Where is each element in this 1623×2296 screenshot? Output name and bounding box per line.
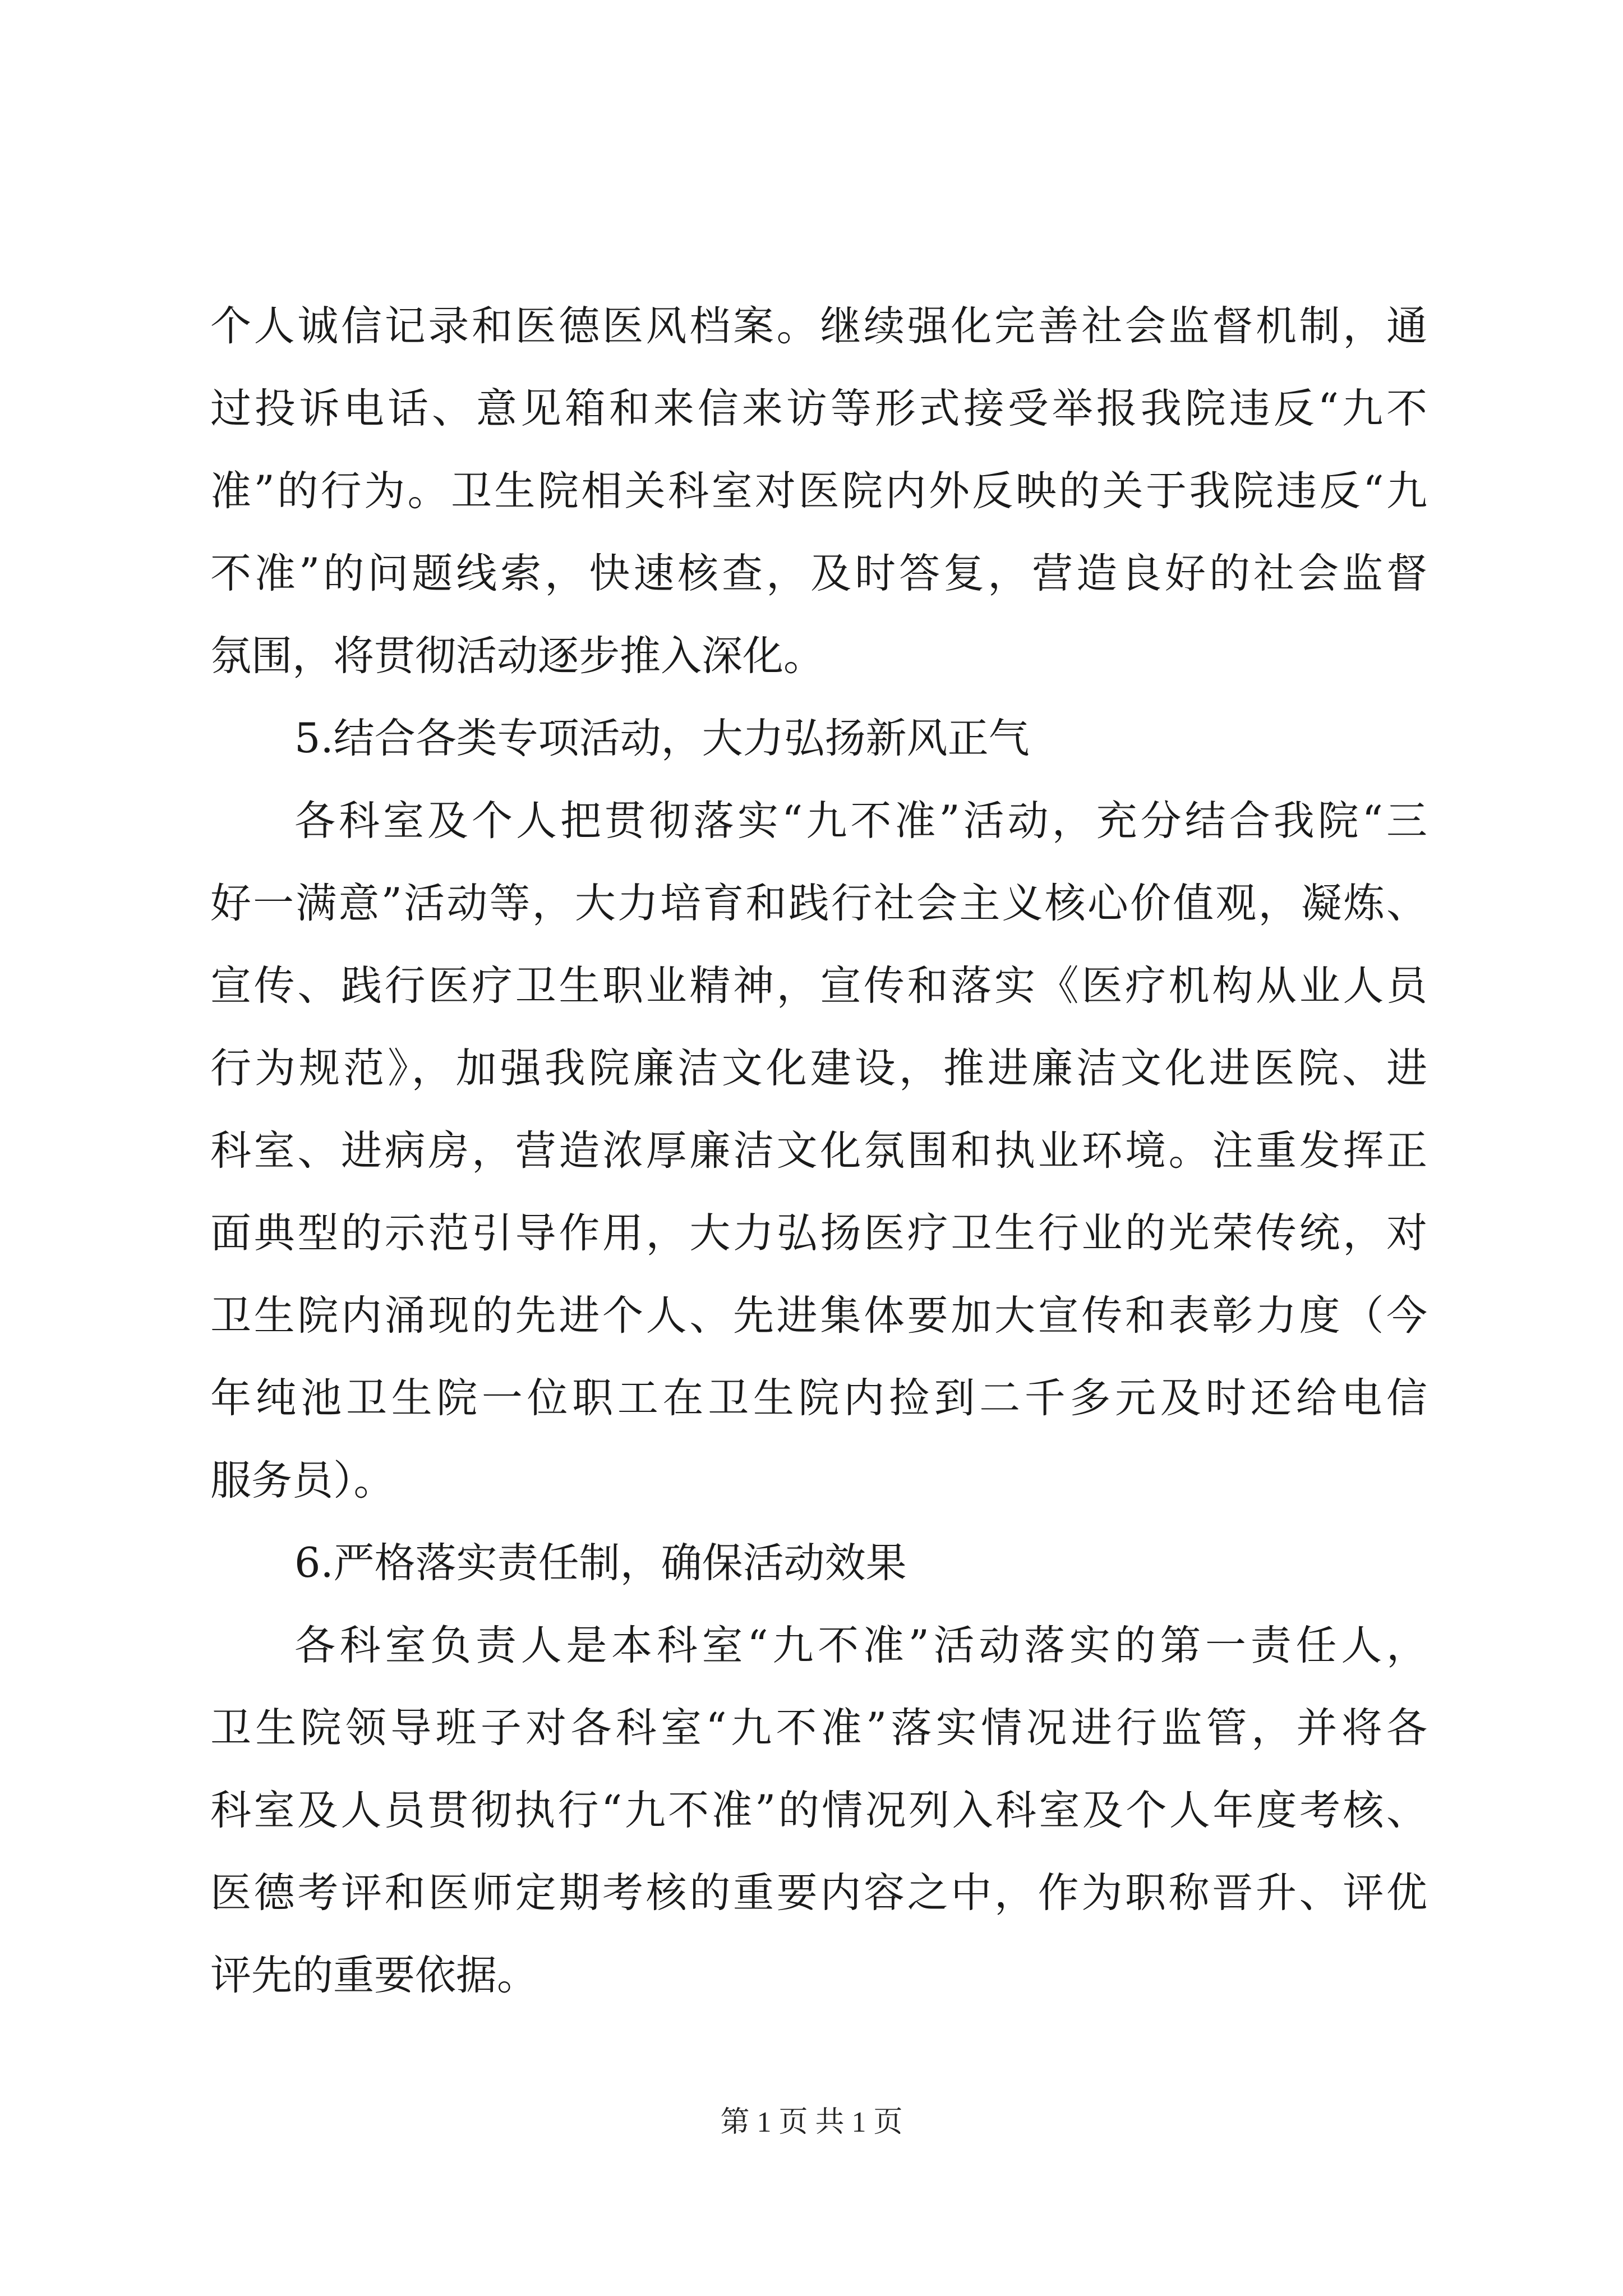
text-line: 宣传、践行医疗卫生职业精神，宣传和落实《医疗机构从业人员	[210, 962, 1427, 1010]
text-line: 氛围，将贯彻活动逐步推入深化。	[210, 632, 824, 680]
text-line: 各科室及个人把贯彻落实“九不准”活动，充分结合我院“三	[294, 797, 1427, 845]
text-line: 行为规范》，加强我院廉洁文化建设，推进廉洁文化进医院、进	[210, 1045, 1427, 1092]
text-line: 科室、进病房，营造浓厚廉洁文化氛围和执业环境。注重发挥正	[210, 1127, 1427, 1175]
text-line: 好一满意”活动等，大力培育和践行社会主义核心价值观，凝炼、	[210, 880, 1427, 927]
text-line: 年纯池卫生院一位职工在卫生院内捡到二千多元及时还给电信	[210, 1374, 1427, 1422]
text-line: 卫生院内涌现的先进个人、先进集体要加大宣传和表彰力度（今	[210, 1292, 1427, 1340]
text-line: 科室及人员贯彻执行“九不准”的情况列入科室及个人年度考核、	[210, 1787, 1427, 1834]
text-line: 各科室负责人是本科室“九不准”活动落实的第一责任人，	[294, 1622, 1427, 1669]
text-line: 过投诉电话、意见箱和来信来访等形式接受举报我院违反“九不	[210, 385, 1427, 432]
text-line: 评先的重要依据。	[210, 1952, 538, 1999]
text-line: 准”的行为。卫生院相关科室对医院内外反映的关于我院违反“九	[210, 467, 1427, 515]
text-line: 医德考评和医师定期考核的重要内容之中，作为职称晋升、评优	[210, 1869, 1427, 1917]
section-heading: 5.结合各类专项活动，大力弘扬新风正气	[294, 715, 1030, 762]
section-heading: 6.严格落实责任制，确保活动效果	[294, 1539, 907, 1587]
page-footer: 第 1 页 共 1 页	[720, 2106, 903, 2138]
text-line: 个人诚信记录和医德医风档案。继续强化完善社会监督机制，通	[210, 302, 1427, 350]
text-line: 服务员）。	[210, 1457, 395, 1504]
text-line: 不准”的问题线索，快速核查，及时答复，营造良好的社会监督	[210, 550, 1427, 597]
text-line: 面典型的示范引导作用，大力弘扬医疗卫生行业的光荣传统，对	[210, 1209, 1427, 1257]
document-body	[210, 285, 1427, 2017]
text-line: 卫生院领导班子对各科室“九不准”落实情况进行监管，并将各	[210, 1704, 1427, 1752]
